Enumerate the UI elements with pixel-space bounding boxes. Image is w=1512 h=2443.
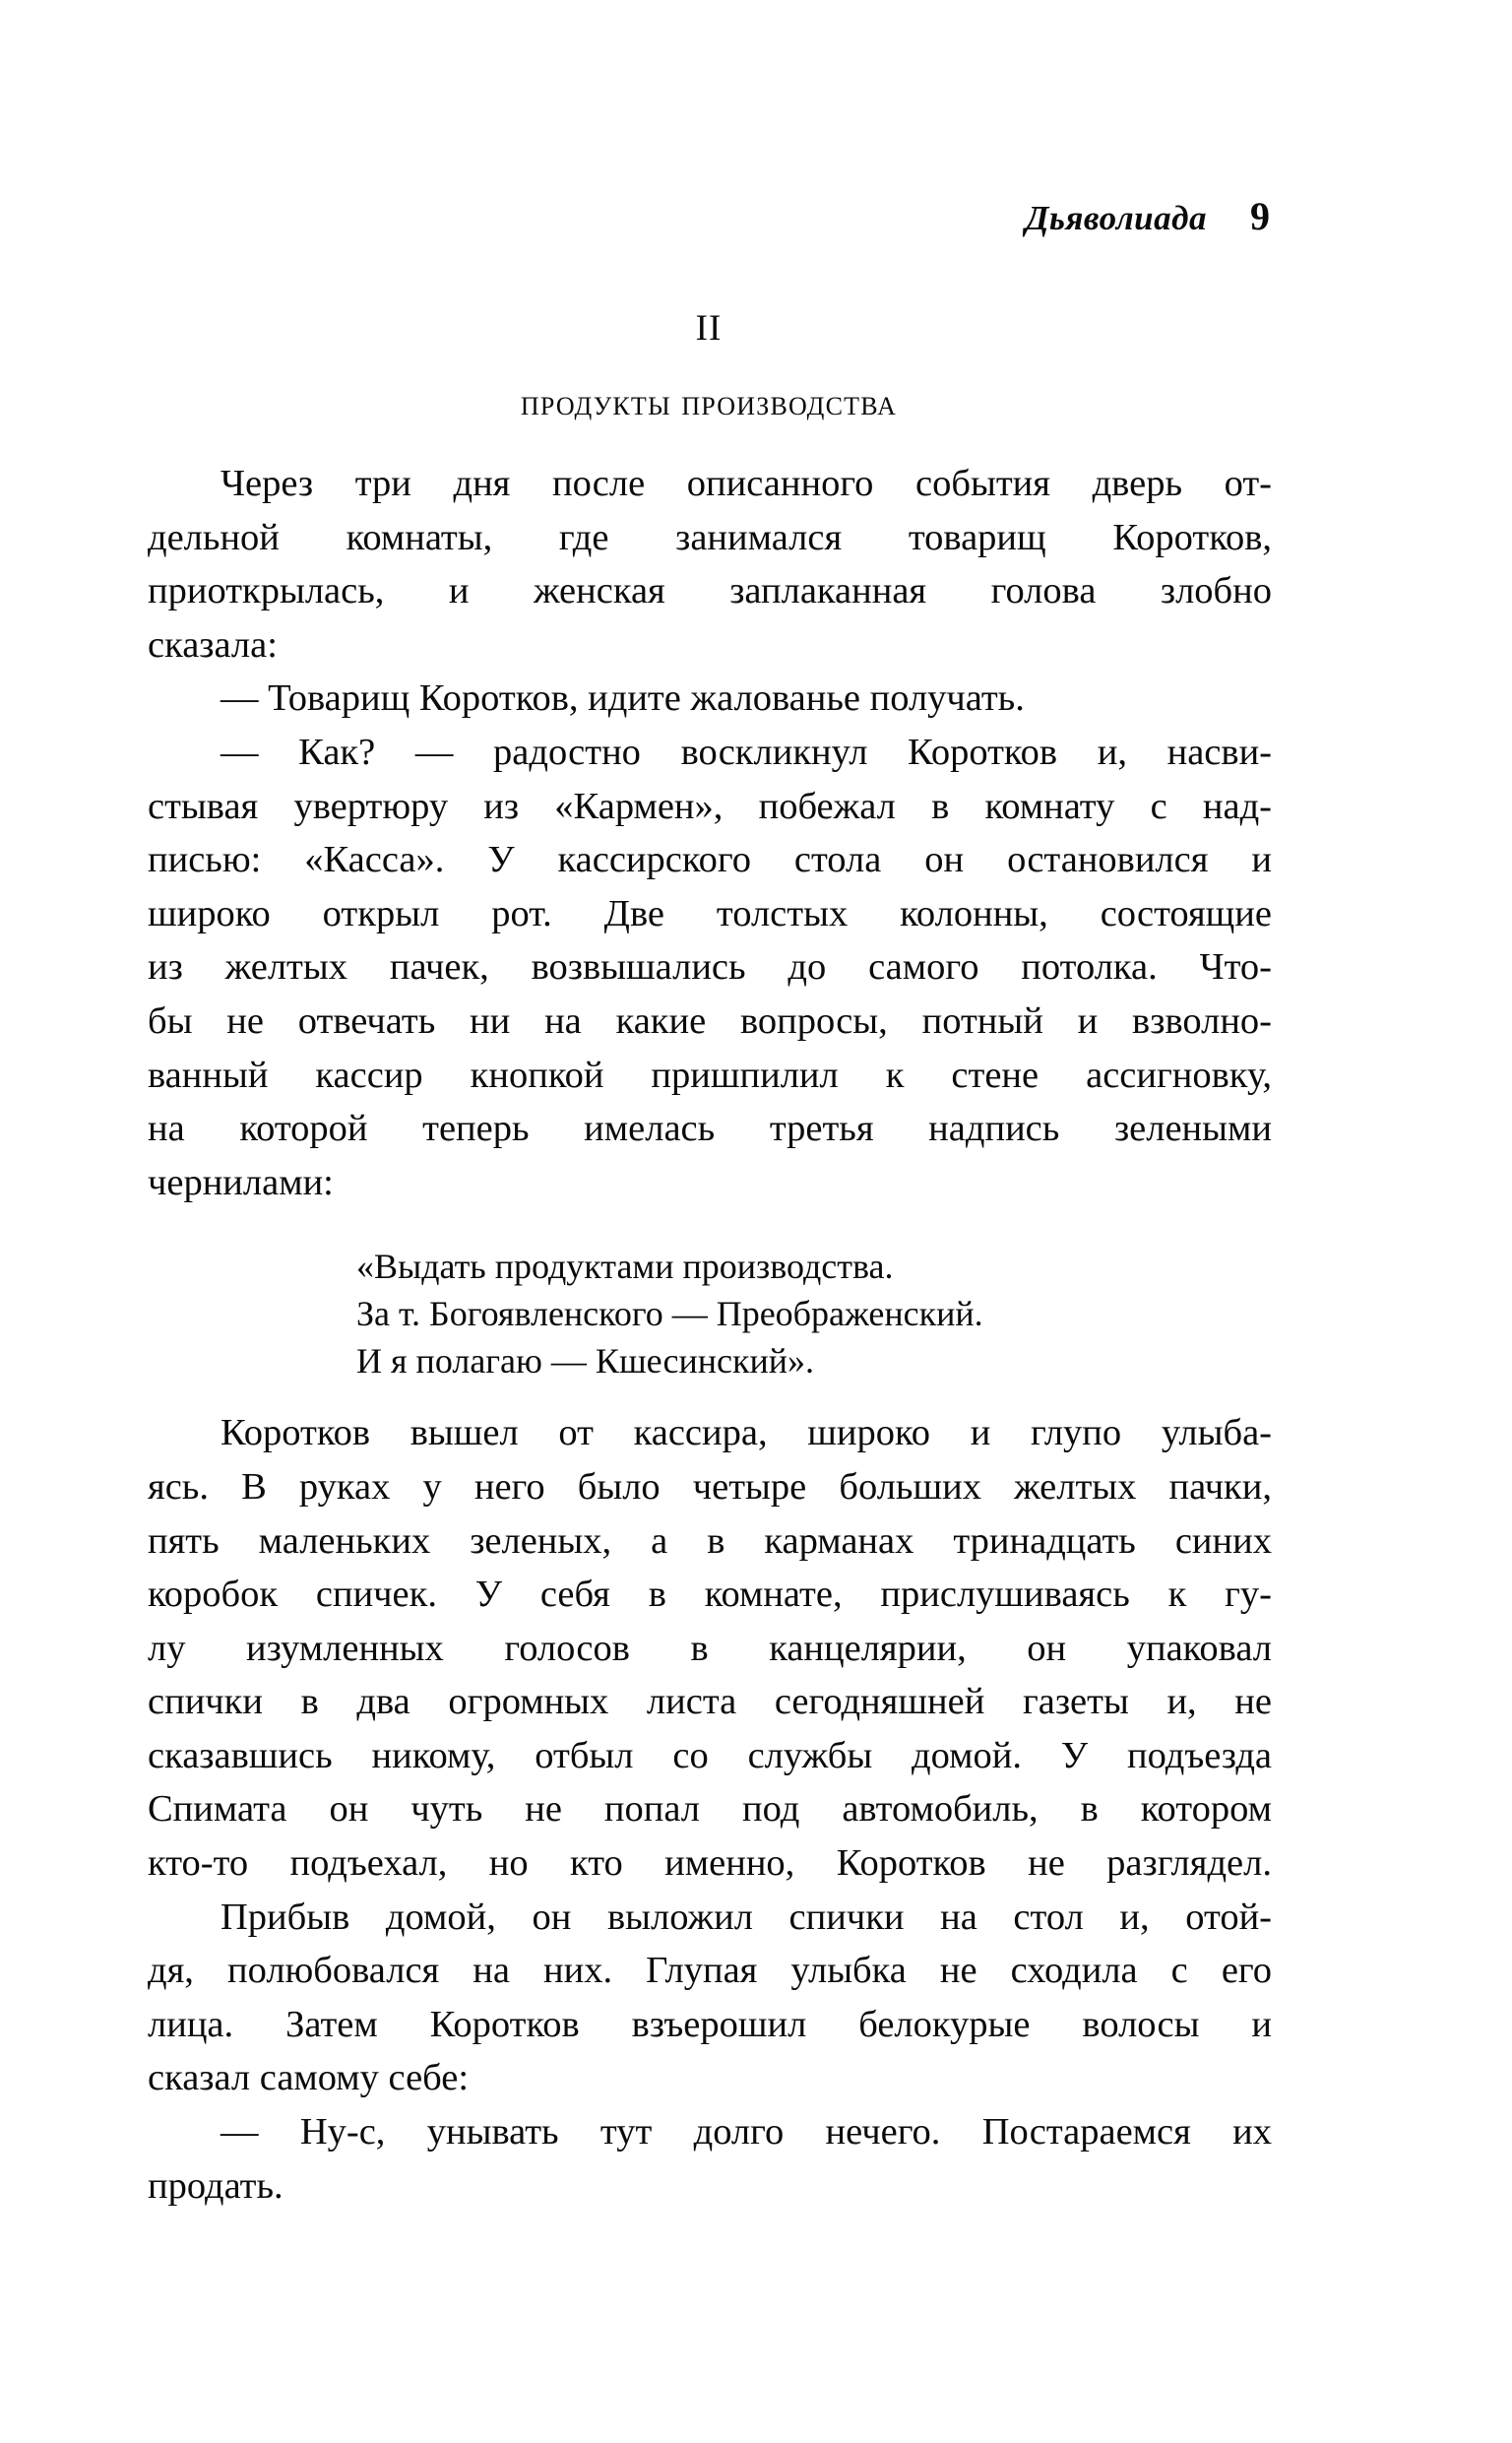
text-line: дельной комнаты, где занимался товарищ Коротков, [148, 516, 1272, 558]
paragraph-6 [148, 2105, 1272, 2213]
text-line: пять маленьких зеленых, а в карманах тринадцать синих [148, 1519, 1272, 1562]
text-line: сказал самому себе: [148, 2057, 470, 2099]
paragraph-2 [148, 672, 1272, 726]
chapter-number: II [695, 308, 723, 349]
text-line: на которой теперь имелась третья надпись зелеными [148, 1108, 1272, 1150]
text-line: ясь. В руках у него было четыре больших желтых пачки, [148, 1465, 1272, 1508]
running-head-title: Дьяволиада [1025, 199, 1207, 237]
paragraph-1 [148, 457, 1272, 672]
text-line: кто-то подъехал, но кто именно, Коротков не разглядел. [148, 1842, 1272, 1885]
text-line: приоткрылась, и женская заплаканная голова злобно [148, 570, 1272, 612]
quote-line: За т. Богоявленского — Преображенский. [356, 1294, 983, 1334]
text-line: бы не отвечать ни на какие вопросы, потный и взволно- [148, 999, 1272, 1042]
text-line: Через три дня после описанного события дверь от- [220, 463, 1272, 504]
page-number: 9 [1250, 194, 1270, 238]
text-line: дя, полюбовался на них. Глупая улыбка не сходила с его [148, 1950, 1272, 1992]
text-line: Спимата он чуть не попал под автомобиль, в котором [148, 1788, 1272, 1831]
text-line: продать. [148, 2164, 284, 2207]
text-line: коробок спичек. У себя в комнате, прислушиваясь к гу- [148, 1574, 1272, 1616]
text-line: сказавшись никому, отбыл со службы домой. У подъезда [148, 1734, 1272, 1776]
paragraph-4 [148, 1406, 1272, 1890]
text-line: из желтых пачек, возвышались до самого потолка. Что- [148, 946, 1272, 989]
quote-line: И я полагаю — Кшесинский». [356, 1341, 815, 1382]
text-line: широко открыл рот. Две толстых колонны, состоящие [148, 892, 1272, 934]
text-line: спички в два огромных листа сегодняшней газеты и, не [148, 1681, 1272, 1723]
text-line: стывая увертюру из «Кармен», побежал в комнату с над- [148, 785, 1272, 827]
paragraph-3 [148, 726, 1272, 1209]
text-line: лу изумленных голосов в канцелярии, он упаковал [148, 1627, 1272, 1669]
text-line: чернилами: [148, 1161, 334, 1203]
chapter-title: продукты производства [520, 383, 898, 423]
text-line: писью: «Касса». У кассирского стола он остановился и [148, 839, 1272, 881]
text-line: Прибыв домой, он выложил спички на стол и, отой- [220, 1896, 1272, 1938]
text-line: — Товарищ Коротков, идите жалованье получать. [220, 677, 1025, 720]
paragraph-5 [148, 1891, 1272, 2105]
text-line: ванный кассир кнопкой пришпилил к стене ассигновку, [148, 1054, 1272, 1096]
quote-block [148, 1243, 1272, 1384]
running-head [148, 193, 1270, 248]
text-line: Коротков вышел от кассира, широко и глупо улыба- [220, 1412, 1272, 1454]
text-line: лица. Затем Коротков взъерошил белокурые волосы и [148, 2003, 1272, 2045]
text-line: — Как? — радостно воскликнул Коротков и, насви- [220, 731, 1272, 773]
text-line: сказала: [148, 623, 278, 666]
body-text-block [148, 457, 1272, 2213]
text-line: — Ну-с, унывать тут долго нечего. Постараемся их [220, 2111, 1272, 2154]
quote-line: «Выдать продуктами производства. [356, 1247, 894, 1287]
